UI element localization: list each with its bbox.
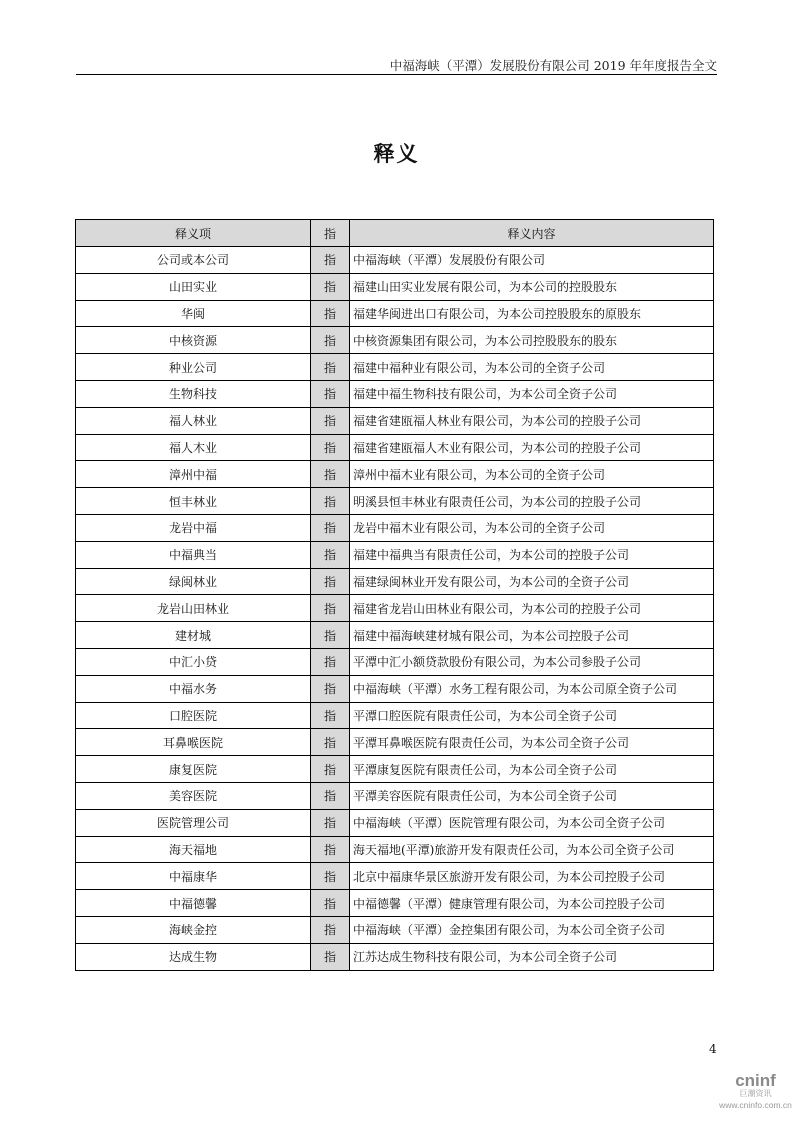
table-row (76, 461, 714, 488)
table-row (76, 675, 714, 702)
definition-cell: 福建中福典当有限责任公司，为本公司的控股子公司 (350, 541, 714, 568)
term-cell: 中福水务 (76, 675, 311, 702)
ref-cell: 指 (311, 809, 350, 836)
term-cell: 福人木业 (76, 434, 311, 461)
brand-wordmark: cninf (735, 1071, 776, 1090)
ref-cell: 指 (311, 890, 350, 917)
term-cell: 恒丰林业 (76, 488, 311, 515)
ref-cell: 指 (311, 434, 350, 461)
definition-cell: 江苏达成生物科技有限公司，为本公司全资子公司 (350, 943, 714, 970)
ref-cell: 指 (311, 943, 350, 970)
ref-cell: 指 (311, 595, 350, 622)
term-cell: 口腔医院 (76, 702, 311, 729)
table-row (76, 702, 714, 729)
term-cell: 海峡金控 (76, 916, 311, 943)
ref-cell: 指 (311, 863, 350, 890)
table-row (76, 541, 714, 568)
table-row (76, 916, 714, 943)
table-row (76, 756, 714, 783)
ref-cell: 指 (311, 648, 350, 675)
term-cell: 达成生物 (76, 943, 311, 970)
term-cell: 中福德馨 (76, 890, 311, 917)
table-row (76, 273, 714, 300)
ref-cell: 指 (311, 568, 350, 595)
definition-cell: 平潭口腔医院有限责任公司，为本公司全资子公司 (350, 702, 714, 729)
table-row (76, 863, 714, 890)
definition-cell: 福建省建瓯福人木业有限公司，为本公司的控股子公司 (350, 434, 714, 461)
table-row (76, 809, 714, 836)
ref-cell: 指 (311, 407, 350, 434)
ref-cell: 指 (311, 488, 350, 515)
term-cell: 康复医院 (76, 756, 311, 783)
table-row (76, 327, 714, 354)
column-header-definition: 释义内容 (350, 220, 714, 247)
term-cell: 中福典当 (76, 541, 311, 568)
table-header-row (76, 220, 714, 247)
definition-cell: 平潭美容医院有限责任公司，为本公司全资子公司 (350, 782, 714, 809)
definition-cell: 龙岩中福木业有限公司，为本公司的全资子公司 (350, 514, 714, 541)
table-row (76, 514, 714, 541)
table-row (76, 354, 714, 381)
term-cell: 山田实业 (76, 273, 311, 300)
definition-cell: 平潭康复医院有限责任公司，为本公司全资子公司 (350, 756, 714, 783)
definition-cell: 中福德馨（平潭）健康管理有限公司，为本公司控股子公司 (350, 890, 714, 917)
term-cell: 漳州中福 (76, 461, 311, 488)
term-cell: 美容医院 (76, 782, 311, 809)
ref-cell: 指 (311, 702, 350, 729)
definition-cell: 平潭中汇小额贷款股份有限公司，为本公司参股子公司 (350, 648, 714, 675)
term-cell: 生物科技 (76, 380, 311, 407)
definition-cell: 中福海峡（平潭）发展股份有限公司 (350, 247, 714, 274)
definition-cell: 北京中福康华景区旅游开发有限公司，为本公司控股子公司 (350, 863, 714, 890)
table-row (76, 729, 714, 756)
ref-cell: 指 (311, 916, 350, 943)
table-row (76, 622, 714, 649)
definition-cell: 中核资源集团有限公司，为本公司控股股东的股东 (350, 327, 714, 354)
table-row (76, 247, 714, 274)
table-row (76, 407, 714, 434)
definition-cell: 福建山田实业发展有限公司，为本公司的控股股东 (350, 273, 714, 300)
definition-cell: 福建省龙岩山田林业有限公司，为本公司的控股子公司 (350, 595, 714, 622)
term-cell: 龙岩山田林业 (76, 595, 311, 622)
ref-cell: 指 (311, 675, 350, 702)
definition-cell: 海天福地(平潭)旅游开发有限责任公司，为本公司全资子公司 (350, 836, 714, 863)
page-number: 4 (709, 1042, 717, 1056)
definition-cell: 漳州中福木业有限公司，为本公司的全资子公司 (350, 461, 714, 488)
term-cell: 医院管理公司 (76, 809, 311, 836)
term-cell: 龙岩中福 (76, 514, 311, 541)
ref-cell: 指 (311, 247, 350, 274)
term-cell: 海天福地 (76, 836, 311, 863)
running-header: 中福海峡（平潭）发展股份有限公司 2019 年年度报告全文 (389, 58, 717, 73)
definition-cell: 福建绿闽林业开发有限公司，为本公司的全资子公司 (350, 568, 714, 595)
ref-cell: 指 (311, 514, 350, 541)
table-row (76, 380, 714, 407)
table-row (76, 836, 714, 863)
term-cell: 种业公司 (76, 354, 311, 381)
page-title: 释义 (373, 141, 420, 166)
term-cell: 中汇小贷 (76, 648, 311, 675)
ref-cell: 指 (311, 782, 350, 809)
definition-cell: 福建省建瓯福人林业有限公司，为本公司的控股子公司 (350, 407, 714, 434)
ref-cell: 指 (311, 541, 350, 568)
header-divider (76, 74, 717, 75)
ref-cell: 指 (311, 756, 350, 783)
definition-cell: 福建中福生物科技有限公司，为本公司全资子公司 (350, 380, 714, 407)
ref-cell: 指 (311, 354, 350, 381)
definition-cell: 平潭耳鼻喉医院有限责任公司，为本公司全资子公司 (350, 729, 714, 756)
column-header-term: 释义项 (76, 220, 311, 247)
term-cell: 建材城 (76, 622, 311, 649)
term-cell: 绿闽林业 (76, 568, 311, 595)
definitions-table (75, 219, 714, 971)
ref-cell: 指 (311, 327, 350, 354)
definition-cell: 明溪县恒丰林业有限责任公司，为本公司的控股子公司 (350, 488, 714, 515)
cninfo-watermark-logo (718, 1072, 793, 1111)
definition-cell: 福建华闽进出口有限公司，为本公司控股股东的原股东 (350, 300, 714, 327)
table-row (76, 434, 714, 461)
table-row (76, 488, 714, 515)
ref-cell: 指 (311, 461, 350, 488)
ref-cell: 指 (311, 836, 350, 863)
ref-cell: 指 (311, 273, 350, 300)
term-cell: 华闽 (76, 300, 311, 327)
table-row (76, 568, 714, 595)
table-row (76, 595, 714, 622)
table-row (76, 648, 714, 675)
definition-cell: 中福海峡（平潭）金控集团有限公司，为本公司全资子公司 (350, 916, 714, 943)
definition-cell: 福建中福海峡建材城有限公司，为本公司控股子公司 (350, 622, 714, 649)
term-cell: 福人林业 (76, 407, 311, 434)
column-header-ref: 指 (311, 220, 350, 247)
definition-cell: 中福海峡（平潭）医院管理有限公司，为本公司全资子公司 (350, 809, 714, 836)
table-row (76, 782, 714, 809)
ref-cell: 指 (311, 380, 350, 407)
term-cell: 公司或本公司 (76, 247, 311, 274)
brand-url: www.cninfo.com.cn (719, 1100, 792, 1110)
ref-cell: 指 (311, 729, 350, 756)
ref-cell: 指 (311, 622, 350, 649)
table-row (76, 300, 714, 327)
term-cell: 中核资源 (76, 327, 311, 354)
table-row (76, 890, 714, 917)
table-row (76, 943, 714, 970)
term-cell: 耳鼻喉医院 (76, 729, 311, 756)
definition-cell: 中福海峡（平潭）水务工程有限公司，为本公司原全资子公司 (350, 675, 714, 702)
definition-cell: 福建中福种业有限公司，为本公司的全资子公司 (350, 354, 714, 381)
brand-chinese: 巨潮资讯 (739, 1089, 772, 1098)
term-cell: 中福康华 (76, 863, 311, 890)
ref-cell: 指 (311, 300, 350, 327)
